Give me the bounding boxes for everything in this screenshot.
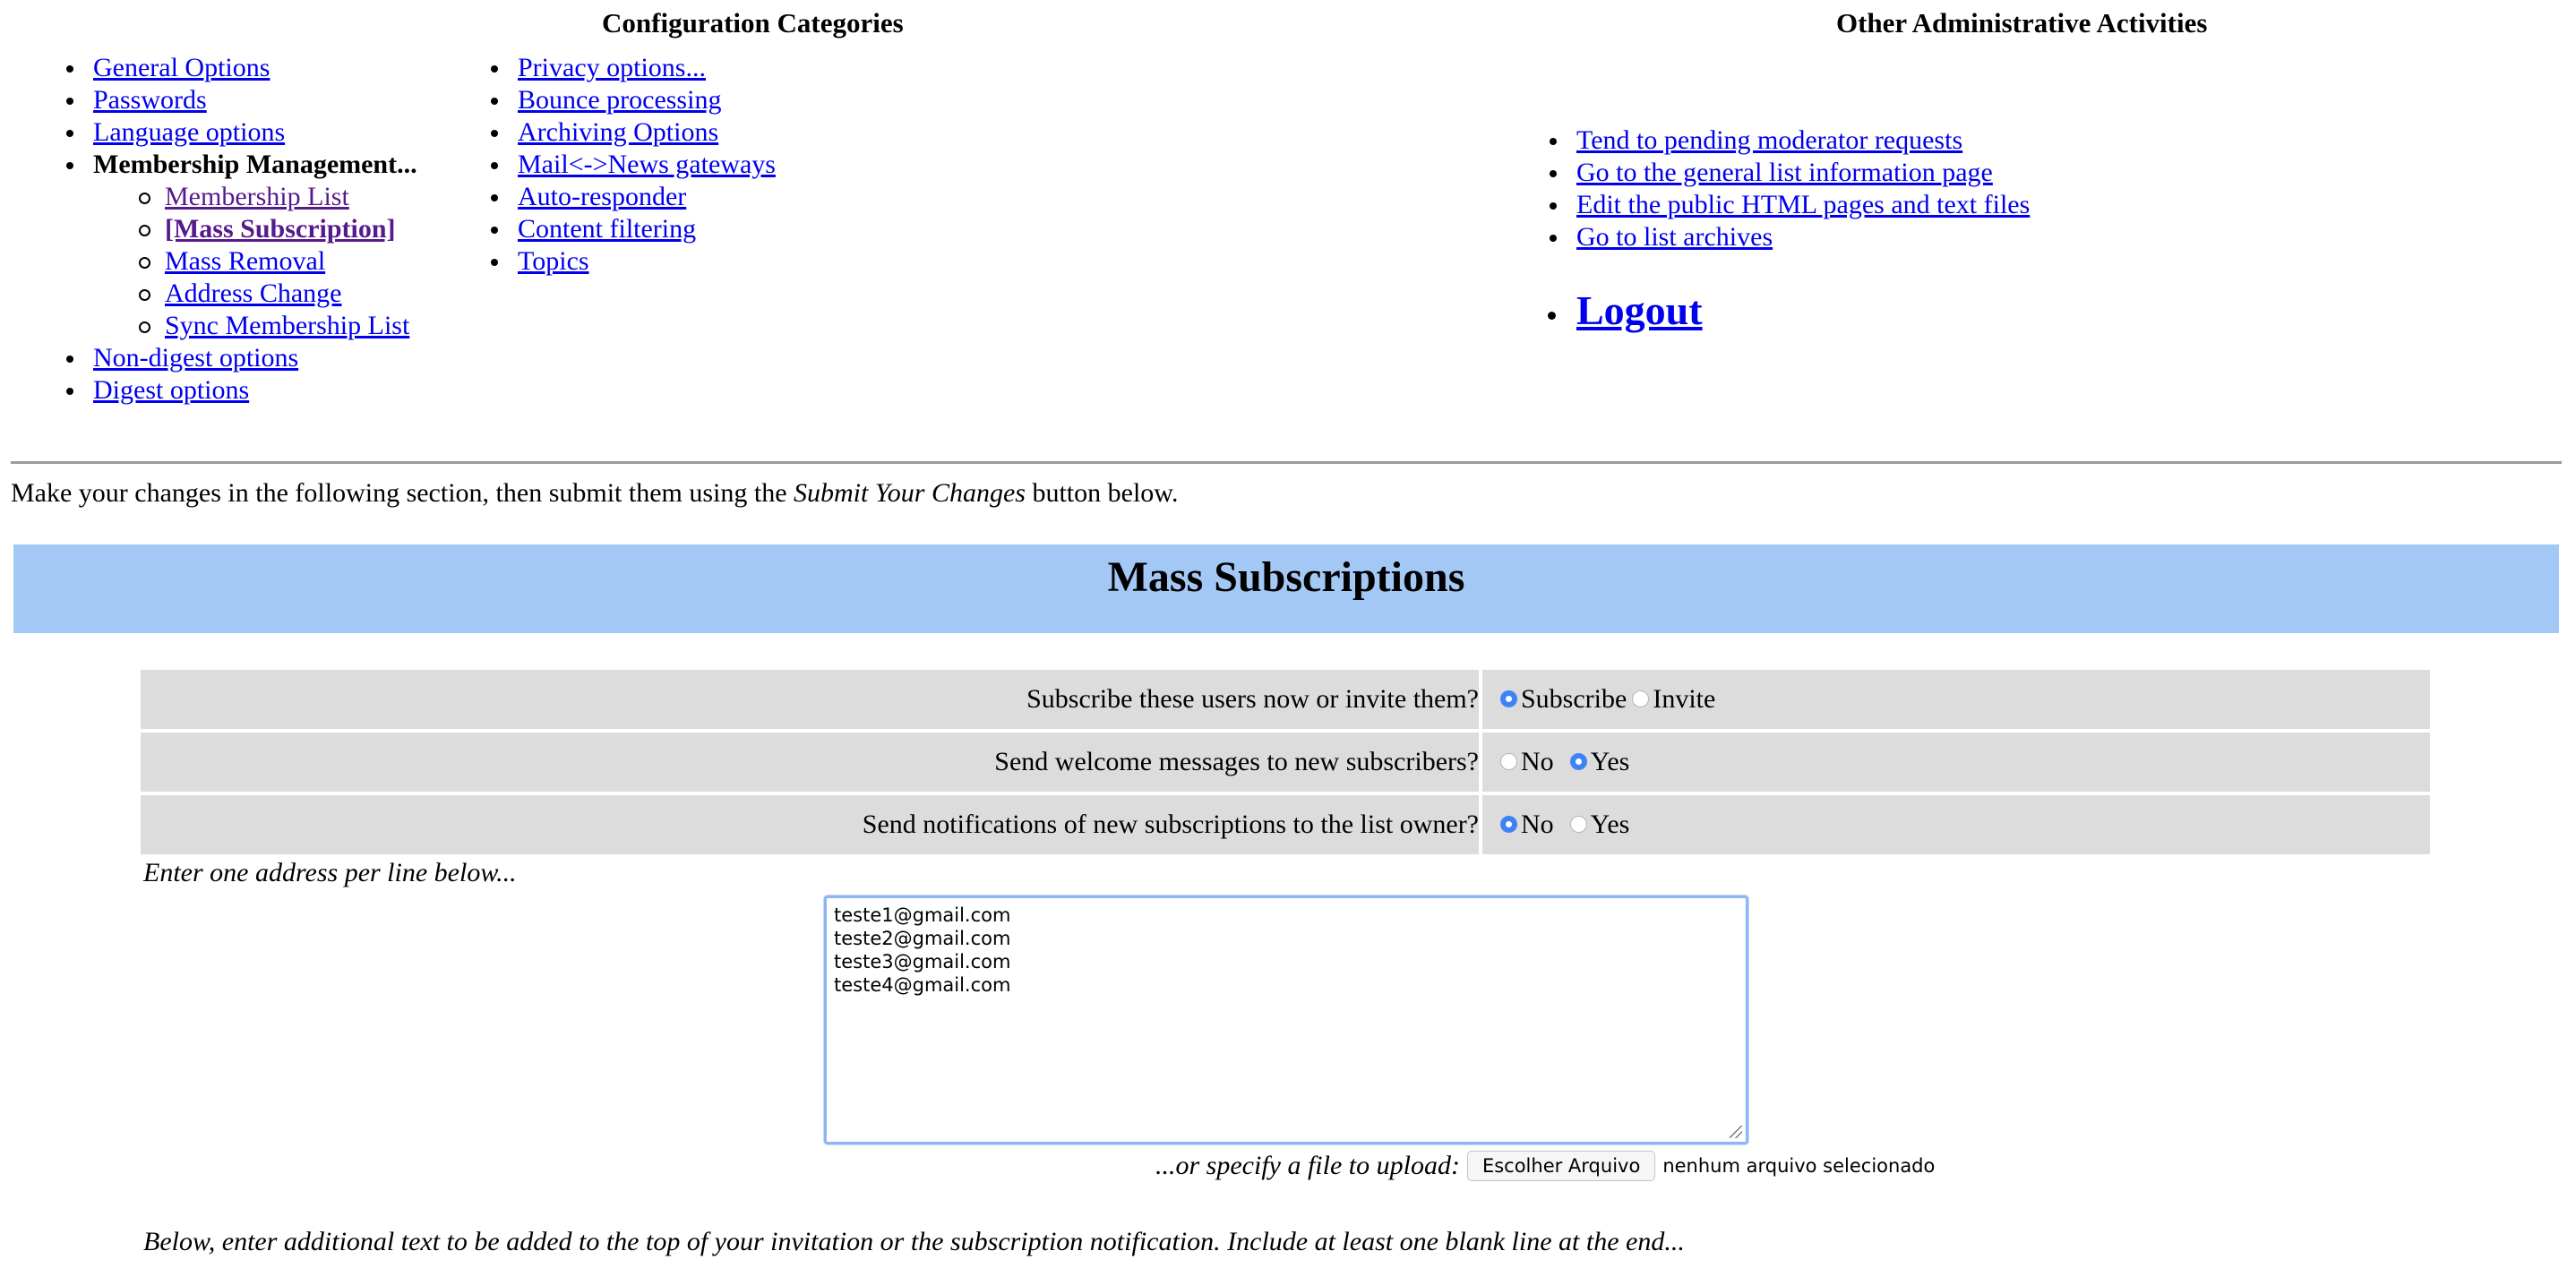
other-link-pending-requests[interactable]: Tend to pending moderator requests bbox=[1576, 124, 2030, 157]
subscribe-or-invite-choices bbox=[1482, 670, 2430, 729]
config-subitem-membership-list[interactable]: Membership List bbox=[93, 181, 417, 213]
config-item-privacy-options[interactable]: Privacy options... bbox=[518, 52, 776, 84]
notify-yes-radio[interactable] bbox=[1570, 816, 1587, 833]
invite-radio[interactable] bbox=[1632, 690, 1649, 707]
config-item-mail-news-gateways[interactable]: Mail<->News gateways bbox=[518, 150, 776, 179]
choose-file-button[interactable]: Escolher Arquivo bbox=[1467, 1151, 1655, 1181]
invite-option[interactable]: Invite bbox=[1632, 670, 1715, 729]
other-link-list-info-page[interactable]: Go to the general list information page bbox=[1576, 157, 2030, 189]
other-link-edit-html-pages[interactable]: Edit the public HTML pages and text files bbox=[1576, 190, 2031, 219]
config-categories-list-1 bbox=[93, 52, 417, 407]
subscribe-or-invite-row bbox=[141, 670, 2430, 729]
config-item-digest-options[interactable]: Digest options bbox=[93, 374, 417, 407]
additional-text-hint: Below, enter additional text to be added to the top of your invitation or the subscription notification. Include at least one blank line at the end... bbox=[143, 1227, 1685, 1256]
config-item-membership-management: Membership Management... bbox=[93, 150, 417, 179]
config-subitem-sync-membership-list[interactable]: Sync Membership List bbox=[93, 310, 417, 342]
addresses-textarea[interactable] bbox=[824, 895, 1748, 1144]
config-item-general-options[interactable]: General Options bbox=[93, 52, 417, 84]
welcome-no-radio[interactable] bbox=[1500, 753, 1517, 770]
welcome-no-option[interactable]: No bbox=[1500, 733, 1554, 792]
welcome-messages-row bbox=[141, 733, 2430, 792]
addresses-textarea-value: teste1@gmail.com teste2@gmail.com teste3@gmail.com teste4@gmail.com bbox=[834, 904, 1011, 996]
section-title: Mass Subscriptions bbox=[1107, 553, 1465, 601]
config-item-non-digest-options[interactable]: Non-digest options bbox=[93, 342, 417, 374]
config-item-auto-responder[interactable]: Auto-responder bbox=[518, 181, 776, 213]
enter-addresses-hint: Enter one address per line below... bbox=[143, 858, 517, 887]
file-upload-label: ...or specify a file to upload: bbox=[1155, 1151, 1460, 1181]
subscribe-option[interactable]: Subscribe bbox=[1500, 670, 1627, 729]
config-item-topics[interactable]: Topics bbox=[518, 245, 776, 278]
resize-handle-icon[interactable] bbox=[1730, 1126, 1742, 1138]
config-categories-heading: Configuration Categories bbox=[602, 7, 904, 39]
owner-notifications-choices bbox=[1482, 795, 2430, 854]
file-upload-status: nenhum arquivo selecionado bbox=[1662, 1155, 1936, 1178]
logout-link[interactable]: Logout bbox=[1576, 287, 1703, 333]
config-item-content-filtering[interactable]: Content filtering bbox=[518, 213, 776, 245]
owner-notifications-question: Send notifications of new subscriptions to the list owner? bbox=[141, 795, 1479, 854]
notify-no-radio[interactable] bbox=[1500, 816, 1517, 833]
other-link-list-archives[interactable]: Go to list archives bbox=[1576, 221, 2030, 253]
config-item-passwords[interactable]: Passwords bbox=[93, 84, 417, 116]
config-item-bounce-processing[interactable]: Bounce processing bbox=[518, 84, 776, 116]
notify-yes-option[interactable]: Yes bbox=[1570, 795, 1630, 854]
other-activities-heading: Other Administrative Activities bbox=[1836, 7, 2208, 39]
config-item-archiving-options[interactable]: Archiving Options bbox=[518, 116, 776, 149]
instructions-emphasis: Submit Your Changes bbox=[794, 478, 1026, 508]
welcome-messages-question: Send welcome messages to new subscribers? bbox=[141, 733, 1479, 792]
other-activities-list bbox=[1576, 124, 2030, 253]
welcome-yes-option[interactable]: Yes bbox=[1570, 733, 1630, 792]
section-banner bbox=[13, 544, 2559, 633]
welcome-messages-choices bbox=[1482, 733, 2430, 792]
config-subitem-mass-subscription[interactable]: [Mass Subscription] bbox=[93, 213, 417, 245]
notify-no-option[interactable]: No bbox=[1500, 795, 1554, 854]
config-subitem-mass-removal[interactable]: Mass Removal bbox=[93, 245, 417, 278]
subscribe-radio[interactable] bbox=[1500, 690, 1517, 707]
config-subitem-address-change[interactable]: Address Change bbox=[93, 278, 417, 310]
logout-item bbox=[1576, 287, 1703, 334]
config-item-language-options[interactable]: Language options bbox=[93, 116, 417, 149]
owner-notifications-row bbox=[141, 795, 2430, 854]
config-categories-list-2 bbox=[518, 52, 776, 278]
file-upload-row bbox=[1155, 1149, 1935, 1181]
subscribe-or-invite-question: Subscribe these users now or invite them? bbox=[141, 670, 1479, 729]
instructions-text: Make your changes in the following section, then submit them using the Submit Your Changes button below. bbox=[11, 478, 1179, 508]
welcome-yes-radio[interactable] bbox=[1570, 753, 1587, 770]
divider bbox=[11, 461, 2562, 464]
